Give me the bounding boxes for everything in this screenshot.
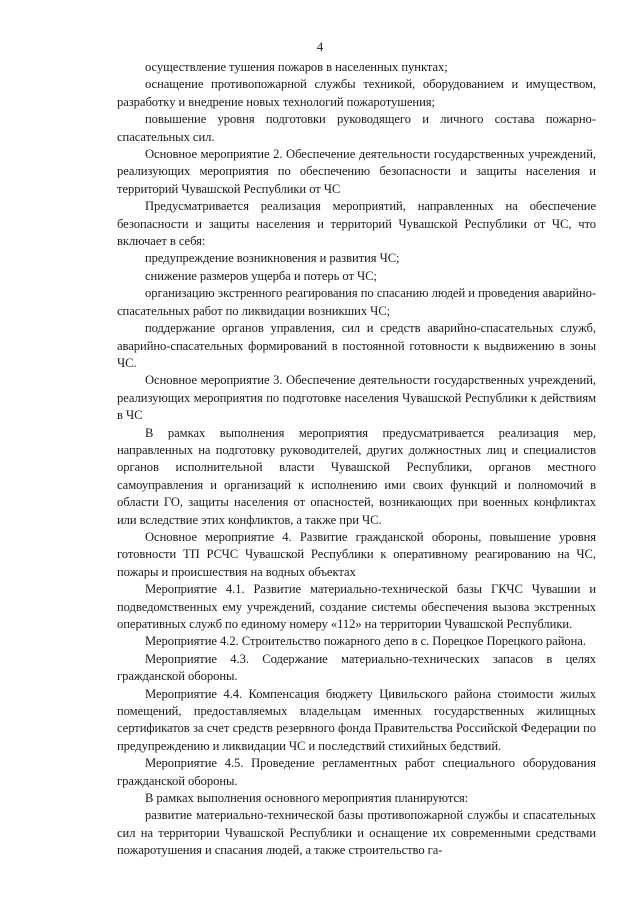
paragraph-emergency-response: организацию экстренного реагирования по спасанию людей и проведения аварийно-спасательных работ по ликвидации возникших ЧС; <box>117 286 596 318</box>
paragraph-activity-4-3: Мероприятие 4.3. Содержание материально-технических запасов в целях гражданской обороны. <box>117 651 596 684</box>
paragraph-planned-intro: В рамках выполнения основного мероприятия планируются: <box>145 791 469 806</box>
paragraph-training-measures: В рамках выполнения мероприятия предусматривается реализация мер, направленных на подготовку руководителей, других должностных лиц и специалистов органов исполнительной власти Чувашской Республики, органов местного самоуправления и организаций к исполнению ими своих функций и полномочий в области ГО, защиты населения от опасностей, возникающих при военных конфликтах или вследствие этих конфликтов, а также при ЧС. <box>117 425 596 527</box>
page-number: 4 <box>316 39 324 54</box>
document-body <box>117 59 596 860</box>
paragraph-activity-4-1: Мероприятие 4.1. Развитие материально-технической базы ГКЧС Чувашии и подведомственных ему учреждений, создание системы обеспечения вызова экстренных оперативных служб по единому номеру «112» на территории Чувашской Республики. <box>117 582 596 631</box>
paragraph-activity-4-2: Мероприятие 4.2. Строительство пожарного депо в с. Порецкое Порецкого района. <box>145 634 586 649</box>
paragraph-main-activity-4: Основное мероприятие 4. Развитие гражданской обороны, повышение уровня готовности ТП РСЧС Чувашской Республики к оперативному реагированию на ЧС, пожары и происшествия на водных объектах <box>117 529 596 579</box>
paragraph-material-base: развитие материально-технической базы противопожарной службы и спасательных сил на территории Чувашской Республики и оснащение их современными средствами пожаротушения и спасания людей, а также строительство га- <box>117 808 596 858</box>
paragraph-equipment: оснащение противопожарной службы техникой, оборудованием и имуществом, разработку и внедрение новых технологий пожаротушения; <box>117 77 596 109</box>
paragraph-readiness: поддержание органов управления, сил и средств аварийно-спасательных служб, аварийно-спасательных формирований в постоянной готовности к выдвижению в зоны ЧС. <box>117 321 596 370</box>
paragraph-damage-reduction: снижение размеров ущерба и потерь от ЧС; <box>145 268 377 283</box>
paragraph-activity-4-4: Мероприятие 4.4. Компенсация бюджету Цивильского района стоимости жилых помещений, предоставляемых владельцам именных государственных жилищных сертификатов за счет средств резервного фонда Правительства Российской Федерации по предупреждению и ликвидации ЧС и последствий стихийных бедствий. <box>117 686 596 753</box>
paragraph-main-activity-3: Основное мероприятие 3. Обеспечение деятельности государственных учреждений, реализующих мероприятия по подготовке населения Чувашской Республики к действиям в ЧС <box>117 373 596 423</box>
paragraph-activities-intro: Предусматривается реализация мероприятий, направленных на обеспечение безопасности и защиты населения и территорий Чувашской Республики от ЧС, что включает в себя: <box>117 199 596 249</box>
paragraph-prevention: предупреждение возникновения и развития ЧС; <box>145 251 400 266</box>
paragraph-activity-4-5: Мероприятие 4.5. Проведение регламентных работ специального оборудования гражданской обороны. <box>117 756 596 788</box>
paragraph-training-level: повышение уровня подготовки руководящего и личного состава пожарноспасательных сил. <box>117 112 596 144</box>
paragraph-main-activity-2: Основное мероприятие 2. Обеспечение деятельности государственных учреждений, реализующих мероприятия по обеспечению безопасности и защиты населения и территорий Чувашской Республики от ЧС <box>117 147 596 196</box>
paragraph-fire-extinguishing: осуществление тушения пожаров в населенных пунктах; <box>145 60 448 74</box>
